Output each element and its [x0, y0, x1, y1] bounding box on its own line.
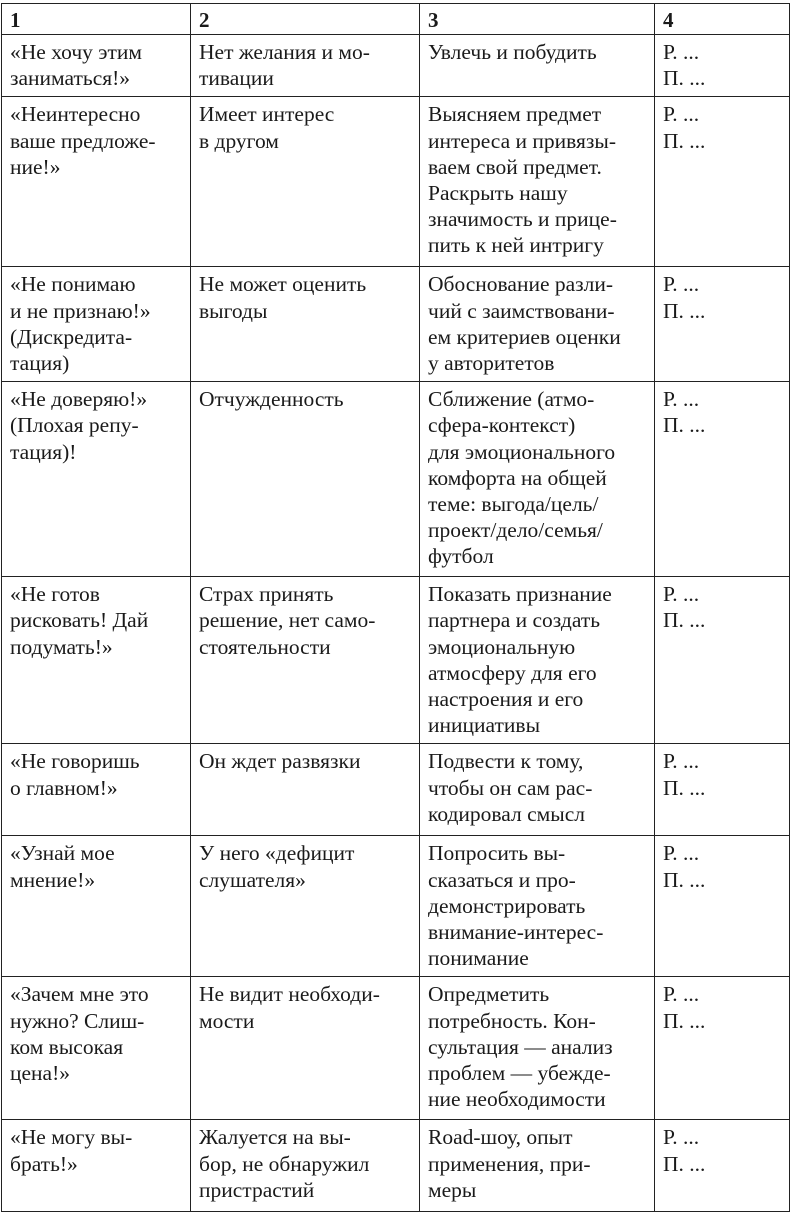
action-cell: Выясняем предмет интереса и привязы- ваем свой предмет. Раскрыть нашу значимость и прице- пить к ней интригу: [420, 97, 655, 267]
header-row: [2, 4, 790, 35]
column-header: 1: [2, 4, 191, 35]
objection-cell: «Не доверяю!» (Плохая репу- тация)!: [2, 382, 191, 577]
objection-cell: «Не готов рисковать! Дай подумать!»: [2, 577, 191, 744]
column-header: 4: [655, 4, 790, 35]
cause-cell: Не может оценить выгоды: [191, 267, 420, 382]
notes-cell: Р. ... П. ...: [655, 267, 790, 382]
table-row: [2, 97, 790, 267]
column-header: 2: [191, 4, 420, 35]
action-cell: Попросить вы- сказаться и про- демонстрировать внимание-интерес- понимание: [420, 836, 655, 977]
objection-cell: «Узнай мое мнение!»: [2, 836, 191, 977]
notes-cell: Р. ... П. ...: [655, 1120, 790, 1212]
cause-cell: Страх принять решение, нет само- стоятельности: [191, 577, 420, 744]
objection-cell: «Неинтересно ваше предложе- ние!»: [2, 97, 191, 267]
table-row: [2, 1120, 790, 1212]
notes-cell: Р. ... П. ...: [655, 836, 790, 977]
action-cell: Показать признание партнера и создать эмоциональную атмосферу для его настроения и его инициативы: [420, 577, 655, 744]
notes-cell: Р. ... П. ...: [655, 382, 790, 577]
table-row: [2, 577, 790, 744]
action-cell: Увлечь и побудить: [420, 35, 655, 97]
objections-table: [1, 3, 790, 1212]
cause-cell: Жалуется на вы- бор, не обнаружил пристрастий: [191, 1120, 420, 1212]
cause-cell: У него «дефицит слушателя»: [191, 836, 420, 977]
table-row: [2, 977, 790, 1120]
cause-cell: Нет желания и мо- тивации: [191, 35, 420, 97]
table-row: [2, 35, 790, 97]
action-cell: Сближение (атмо- сфера-контекст) для эмоционального комфорта на общей теме: выгода/цель/ проект/дело/семья/ футбол: [420, 382, 655, 577]
objection-cell: «Не говоришь о главном!»: [2, 744, 191, 836]
table-row: [2, 382, 790, 577]
notes-cell: Р. ... П. ...: [655, 744, 790, 836]
action-cell: Обоснование разли- чий с заимствовани- ем критериев оценки у авторитетов: [420, 267, 655, 382]
notes-cell: Р. ... П. ...: [655, 97, 790, 267]
action-cell: Опредметить потребность. Кон- сультация — анализ проблем — убежде- ние необходимости: [420, 977, 655, 1120]
objection-cell: «Не могу вы- брать!»: [2, 1120, 191, 1212]
objection-cell: «Не понимаю и не признаю!» (Дискредита- тация): [2, 267, 191, 382]
objection-cell: «Зачем мне это нужно? Слиш- ком высокая цена!»: [2, 977, 191, 1120]
cause-cell: Не видит необходи- мости: [191, 977, 420, 1120]
objection-cell: «Не хочу этим заниматься!»: [2, 35, 191, 97]
table-row: [2, 267, 790, 382]
cause-cell: Он ждет развязки: [191, 744, 420, 836]
table-row: [2, 744, 790, 836]
notes-cell: Р. ... П. ...: [655, 977, 790, 1120]
cause-cell: Имеет интерес в другом: [191, 97, 420, 267]
action-cell: Road-шоу, опыт применения, при- меры: [420, 1120, 655, 1212]
column-header: 3: [420, 4, 655, 35]
cause-cell: Отчужденность: [191, 382, 420, 577]
action-cell: Подвести к тому, чтобы он сам рас- кодировал смысл: [420, 744, 655, 836]
notes-cell: Р. ... П. ...: [655, 35, 790, 97]
notes-cell: Р. ... П. ...: [655, 577, 790, 744]
table-row: [2, 836, 790, 977]
